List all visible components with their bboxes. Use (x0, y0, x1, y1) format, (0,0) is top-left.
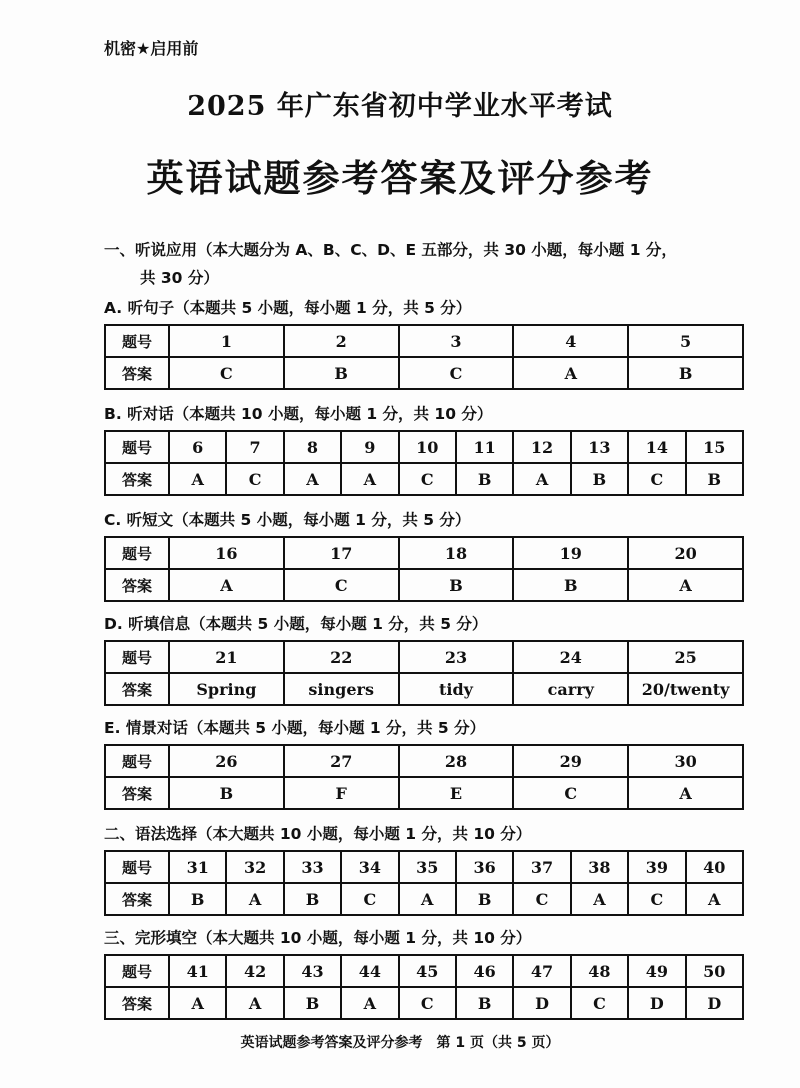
number-label: 题号 (105, 955, 169, 987)
answer-cell: 20/twenty (628, 673, 743, 705)
question-number: 43 (284, 955, 341, 987)
question-number: 37 (513, 851, 570, 883)
answer-cell: Spring (169, 673, 284, 705)
number-label: 题号 (105, 431, 169, 463)
answer-cell: A (686, 883, 743, 915)
number-label: 题号 (105, 641, 169, 673)
answer-cell: B (169, 777, 284, 809)
exam-title: 2025 年广东省初中学业水平考试 (187, 91, 613, 122)
answer-cell: C (513, 883, 570, 915)
part1-heading-cont: 共 30 分） (140, 269, 219, 287)
question-number: 5 (628, 325, 743, 357)
number-label: 题号 (105, 537, 169, 569)
number-label: 题号 (105, 745, 169, 777)
number-row (105, 325, 743, 357)
question-number: 15 (686, 431, 743, 463)
part2-heading: 二、语法选择（本大题共 10 小题，每小题 1 分，共 10 分） (104, 825, 532, 843)
question-number: 39 (628, 851, 685, 883)
question-number: 24 (513, 641, 628, 673)
answer-cell: B (571, 463, 628, 495)
answer-cell: A (226, 987, 283, 1019)
question-number: 35 (399, 851, 456, 883)
question-number: 32 (226, 851, 283, 883)
number-row (105, 955, 743, 987)
answer-cell: B (284, 357, 399, 389)
answer-label: 答案 (105, 883, 169, 915)
answer-cell: D (628, 987, 685, 1019)
answer-cell: B (169, 883, 226, 915)
answer-row (105, 569, 743, 601)
answer-row (105, 987, 743, 1019)
question-number: 34 (341, 851, 398, 883)
answer-cell: A (571, 883, 628, 915)
question-number: 50 (686, 955, 743, 987)
answer-cell: C (628, 883, 685, 915)
question-number: 48 (571, 955, 628, 987)
answer-cell: D (686, 987, 743, 1019)
part2-table (104, 850, 744, 916)
question-number: 12 (513, 431, 570, 463)
answer-cell: A (628, 569, 743, 601)
question-number: 18 (399, 537, 514, 569)
answer-label: 答案 (105, 357, 169, 389)
answer-cell: A (226, 883, 283, 915)
answer-cell: C (399, 463, 456, 495)
question-number: 7 (226, 431, 283, 463)
question-number: 26 (169, 745, 284, 777)
question-number: 19 (513, 537, 628, 569)
answer-cell: C (399, 357, 514, 389)
answer-row (105, 673, 743, 705)
answer-cell: A (341, 463, 398, 495)
question-number: 1 (169, 325, 284, 357)
section-b-table (104, 430, 744, 496)
question-number: 36 (456, 851, 513, 883)
answer-cell: A (341, 987, 398, 1019)
number-row (105, 851, 743, 883)
answer-cell: C (399, 987, 456, 1019)
question-number: 47 (513, 955, 570, 987)
question-number: 9 (341, 431, 398, 463)
question-number: 25 (628, 641, 743, 673)
answer-cell: C (571, 987, 628, 1019)
question-number: 30 (628, 745, 743, 777)
answer-row (105, 777, 743, 809)
answer-label: 答案 (105, 777, 169, 809)
answer-cell: C (341, 883, 398, 915)
answer-cell: E (399, 777, 514, 809)
answer-cell: B (686, 463, 743, 495)
question-number: 27 (284, 745, 399, 777)
part3-table (104, 954, 744, 1020)
answer-cell: A (399, 883, 456, 915)
confidential-label: 机密★启用前 (104, 39, 199, 58)
question-number: 11 (456, 431, 513, 463)
part3-heading: 三、完形填空（本大题共 10 小题，每小题 1 分，共 10 分） (104, 929, 532, 947)
section-b-heading: B. 听对话（本题共 10 小题，每小题 1 分，共 10 分） (104, 405, 493, 423)
answer-cell: A (169, 463, 226, 495)
question-number: 8 (284, 431, 341, 463)
answer-cell: D (513, 987, 570, 1019)
answer-cell: A (169, 987, 226, 1019)
answer-cell: tidy (399, 673, 514, 705)
answer-cell: A (628, 777, 743, 809)
answer-cell: C (169, 357, 284, 389)
question-number: 13 (571, 431, 628, 463)
answer-cell: B (284, 883, 341, 915)
question-number: 17 (284, 537, 399, 569)
answer-cell: B (628, 357, 743, 389)
number-row (105, 431, 743, 463)
question-number: 42 (226, 955, 283, 987)
section-e-heading: E. 情景对话（本题共 5 小题，每小题 1 分，共 5 分） (104, 719, 486, 737)
answer-cell: A (284, 463, 341, 495)
section-a-heading: A. 听句子（本题共 5 小题，每小题 1 分，共 5 分） (104, 299, 472, 317)
number-row (105, 745, 743, 777)
answer-row (105, 463, 743, 495)
question-number: 21 (169, 641, 284, 673)
answer-cell: B (456, 463, 513, 495)
answer-cell: A (169, 569, 284, 601)
question-number: 49 (628, 955, 685, 987)
question-number: 16 (169, 537, 284, 569)
answer-label: 答案 (105, 463, 169, 495)
document-title: 英语试题参考答案及评分参考 (146, 157, 654, 200)
section-c-heading: C. 听短文（本题共 5 小题，每小题 1 分，共 5 分） (104, 511, 471, 529)
question-number: 46 (456, 955, 513, 987)
section-e-table (104, 744, 744, 810)
question-number: 40 (686, 851, 743, 883)
section-d-table (104, 640, 744, 706)
answer-label: 答案 (105, 987, 169, 1019)
answer-cell: C (226, 463, 283, 495)
answer-cell: carry (513, 673, 628, 705)
answer-cell: singers (284, 673, 399, 705)
question-number: 41 (169, 955, 226, 987)
answer-cell: B (513, 569, 628, 601)
answer-cell: B (456, 883, 513, 915)
question-number: 31 (169, 851, 226, 883)
page-footer: 英语试题参考答案及评分参考 第 1 页（共 5 页） (240, 1035, 560, 1051)
question-number: 23 (399, 641, 514, 673)
answer-row (105, 357, 743, 389)
answer-cell: B (284, 987, 341, 1019)
answer-cell: C (284, 569, 399, 601)
number-label: 题号 (105, 325, 169, 357)
question-number: 10 (399, 431, 456, 463)
question-number: 14 (628, 431, 685, 463)
section-c-table (104, 536, 744, 602)
question-number: 2 (284, 325, 399, 357)
part1-heading: 一、听说应用（本大题分为 A、B、C、D、E 五部分，共 30 小题，每小题 1 分， (104, 241, 677, 259)
question-number: 28 (399, 745, 514, 777)
answer-cell: F (284, 777, 399, 809)
number-label: 题号 (105, 851, 169, 883)
answer-cell: C (513, 777, 628, 809)
question-number: 6 (169, 431, 226, 463)
number-row (105, 537, 743, 569)
question-number: 3 (399, 325, 514, 357)
answer-row (105, 883, 743, 915)
answer-cell: A (513, 463, 570, 495)
answer-label: 答案 (105, 569, 169, 601)
section-d-heading: D. 听填信息（本题共 5 小题，每小题 1 分，共 5 分） (104, 615, 488, 633)
question-number: 44 (341, 955, 398, 987)
answer-cell: A (513, 357, 628, 389)
answer-label: 答案 (105, 673, 169, 705)
question-number: 33 (284, 851, 341, 883)
answer-cell: B (456, 987, 513, 1019)
question-number: 4 (513, 325, 628, 357)
question-number: 29 (513, 745, 628, 777)
answer-cell: C (628, 463, 685, 495)
question-number: 20 (628, 537, 743, 569)
question-number: 45 (399, 955, 456, 987)
number-row (105, 641, 743, 673)
question-number: 22 (284, 641, 399, 673)
answer-cell: B (399, 569, 514, 601)
section-a-table (104, 324, 744, 390)
question-number: 38 (571, 851, 628, 883)
